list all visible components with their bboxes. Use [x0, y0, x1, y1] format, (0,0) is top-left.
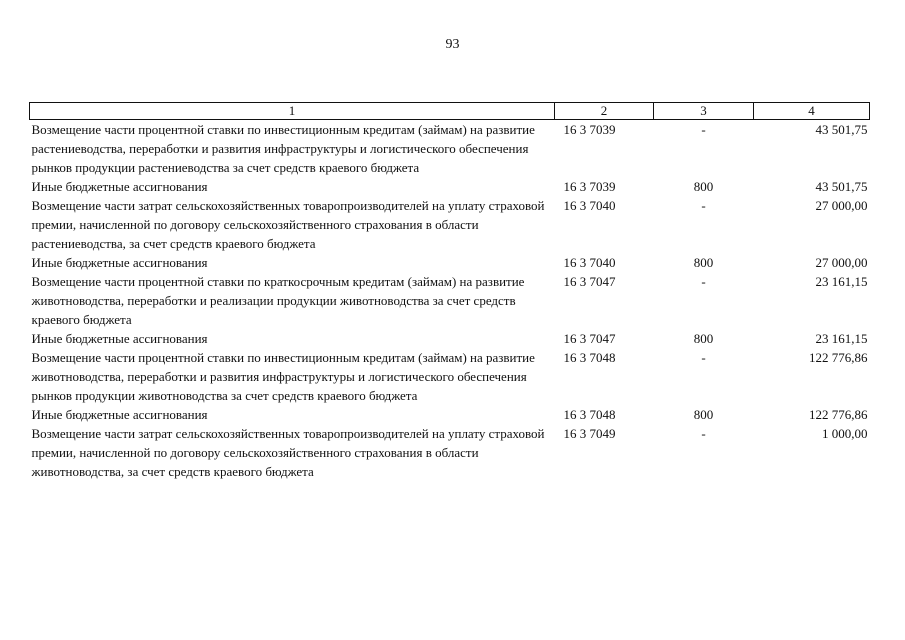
- column-header-3: 3: [654, 103, 754, 120]
- row-name: Иные бюджетные ассигнования: [31, 331, 208, 346]
- row-code: 16 3 7047: [563, 331, 616, 346]
- column-header-4: 4: [754, 103, 870, 120]
- table-row: [30, 177, 870, 196]
- table-row: [30, 272, 870, 329]
- table-header-row: [30, 103, 870, 120]
- row-amount: 43 501,75: [815, 179, 868, 194]
- row-expense-type: -: [701, 350, 706, 365]
- row-amount: 1 000,00: [822, 426, 868, 441]
- table-row: [30, 329, 870, 348]
- row-amount: 23 161,15: [815, 274, 868, 289]
- row-code: 16 3 7049: [563, 426, 616, 441]
- row-name: Возмещение части процентной ставки по инвестиционным кредитам (займам) на развитие растениеводства, переработки и развития инфраструктуры и логистического обеспечения рынков продукции растениеводства за счет средств краевого бюджета: [31, 122, 535, 175]
- row-expense-type: -: [701, 198, 706, 213]
- table-row: [30, 196, 870, 253]
- row-code: 16 3 7040: [563, 255, 616, 270]
- row-expense-type: 800: [693, 255, 714, 270]
- row-code: 16 3 7039: [563, 122, 616, 137]
- row-name: Иные бюджетные ассигнования: [31, 407, 208, 422]
- table-row: [30, 424, 870, 481]
- table-row: [30, 348, 870, 405]
- budget-table: [29, 102, 870, 481]
- row-amount: 43 501,75: [815, 122, 868, 137]
- row-amount: 27 000,00: [815, 198, 868, 213]
- row-expense-type: -: [701, 426, 706, 441]
- row-name: Возмещение части процентной ставки по инвестиционным кредитам (займам) на развитие животноводства, переработки и развития инфраструктуры и логистического обеспечения рынков продукции животноводства за счет средств краевого бюджета: [31, 350, 535, 403]
- row-name: Иные бюджетные ассигнования: [31, 255, 208, 270]
- row-amount: 122 776,86: [809, 350, 868, 365]
- table-row: [30, 120, 870, 178]
- row-code: 16 3 7048: [563, 350, 616, 365]
- row-expense-type: 800: [693, 179, 714, 194]
- column-header-2: 2: [555, 103, 654, 120]
- row-name: Возмещение части затрат сельскохозяйственных товаропроизводителей на уплату страховой премии, начисленной по договору сельскохозяйственного страхования в области животноводства, за счет средств краевого бюджета: [31, 426, 545, 479]
- row-name: Возмещение части процентной ставки по краткосрочным кредитам (займам) на развитие животноводства, переработки и реализации продукции животноводства за счет средств краевого бюджета: [31, 274, 525, 327]
- row-code: 16 3 7039: [563, 179, 616, 194]
- row-code: 16 3 7040: [563, 198, 616, 213]
- column-header-1: 1: [30, 103, 555, 120]
- row-code: 16 3 7048: [563, 407, 616, 422]
- row-expense-type: -: [701, 274, 706, 289]
- row-expense-type: -: [701, 122, 706, 137]
- row-amount: 27 000,00: [815, 255, 868, 270]
- row-amount: 122 776,86: [809, 407, 868, 422]
- row-amount: 23 161,15: [815, 331, 868, 346]
- row-name: Иные бюджетные ассигнования: [31, 179, 208, 194]
- row-code: 16 3 7047: [563, 274, 616, 289]
- row-expense-type: 800: [693, 407, 714, 422]
- table-row: [30, 405, 870, 424]
- page-number: 93: [445, 37, 460, 52]
- row-name: Возмещение части затрат сельскохозяйственных товаропроизводителей на уплату страховой премии, начисленной по договору сельскохозяйственного страхования в области растениеводства, за счет средств краевого бюджета: [31, 198, 545, 251]
- table-row: [30, 253, 870, 272]
- row-expense-type: 800: [693, 331, 714, 346]
